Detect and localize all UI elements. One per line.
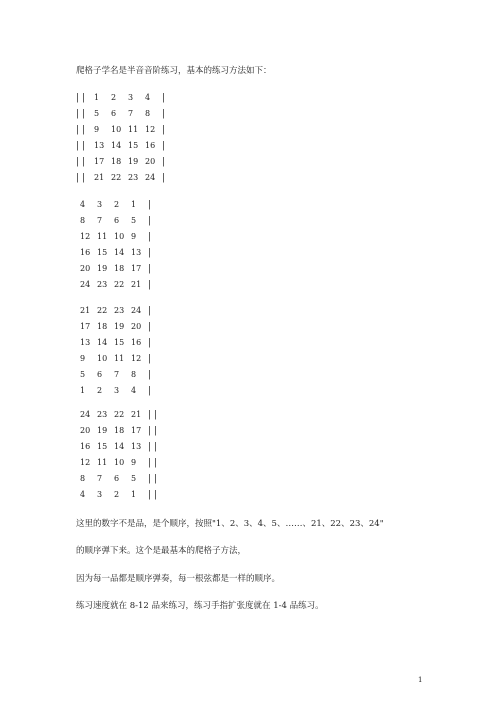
finger-order-number: 3 bbox=[97, 200, 103, 209]
exercise-row bbox=[76, 439, 162, 455]
string-marker-right: | | bbox=[148, 442, 157, 452]
finger-order-number: 23 bbox=[97, 410, 108, 419]
finger-order-number: 5 bbox=[131, 474, 137, 483]
string-marker-right: | bbox=[162, 173, 166, 183]
exercise-row bbox=[76, 170, 176, 186]
finger-order-number: 16 bbox=[80, 442, 91, 451]
string-marker-right: | | bbox=[148, 474, 157, 484]
finger-order-number: 22 bbox=[114, 410, 125, 419]
string-marker-left: | | bbox=[76, 93, 85, 103]
finger-order-number: 22 bbox=[97, 306, 108, 315]
finger-order-number: 9 bbox=[131, 458, 137, 467]
finger-order-number: 12 bbox=[131, 354, 142, 363]
exercise-row bbox=[76, 122, 176, 138]
finger-order-number: 17 bbox=[131, 426, 142, 435]
exercise-row bbox=[76, 407, 162, 423]
finger-order-number: 19 bbox=[97, 426, 108, 435]
finger-order-number: 16 bbox=[131, 338, 142, 347]
finger-order-number: 11 bbox=[97, 232, 108, 241]
finger-order-number: 9 bbox=[80, 354, 86, 363]
finger-order-number: 23 bbox=[114, 306, 125, 315]
finger-order-number: 9 bbox=[94, 125, 100, 134]
finger-order-number: 20 bbox=[131, 322, 142, 331]
string-marker-right: | bbox=[148, 232, 152, 242]
exercise-row bbox=[76, 229, 162, 245]
finger-order-number: 21 bbox=[131, 280, 142, 289]
exercise-row bbox=[76, 138, 176, 154]
finger-order-number: 10 bbox=[111, 125, 122, 134]
finger-order-number: 7 bbox=[128, 109, 134, 118]
finger-order-number: 6 bbox=[114, 216, 120, 225]
finger-order-number: 9 bbox=[131, 232, 137, 241]
finger-order-number: 16 bbox=[80, 248, 91, 257]
finger-order-number: 4 bbox=[131, 386, 137, 395]
finger-order-number: 12 bbox=[80, 458, 91, 467]
exercise-group-1 bbox=[76, 90, 176, 186]
string-marker-right: | bbox=[148, 338, 152, 348]
string-marker-right: | bbox=[148, 200, 152, 210]
string-marker-right: | | bbox=[148, 490, 157, 500]
string-marker-right: | bbox=[148, 216, 152, 226]
string-marker-right: | bbox=[162, 93, 166, 103]
finger-order-number: 15 bbox=[114, 338, 125, 347]
finger-order-number: 11 bbox=[128, 125, 139, 134]
finger-order-number: 6 bbox=[114, 474, 120, 483]
exercise-row bbox=[76, 335, 162, 351]
finger-order-number: 7 bbox=[97, 474, 103, 483]
string-marker-right: | bbox=[148, 370, 152, 380]
finger-order-number: 23 bbox=[97, 280, 108, 289]
exercise-row bbox=[76, 455, 162, 471]
exercise-row bbox=[76, 471, 162, 487]
string-marker-left: | | bbox=[76, 109, 85, 119]
finger-order-number: 13 bbox=[80, 338, 91, 347]
exercise-row bbox=[76, 319, 162, 335]
string-marker-right: | bbox=[148, 264, 152, 274]
exercise-row bbox=[76, 106, 176, 122]
finger-order-number: 18 bbox=[114, 264, 125, 273]
exercise-row bbox=[76, 367, 162, 383]
finger-order-number: 4 bbox=[80, 490, 86, 499]
finger-order-number: 1 bbox=[80, 386, 86, 395]
finger-order-number: 20 bbox=[145, 157, 156, 166]
exercise-row bbox=[76, 383, 162, 399]
page-number: 1 bbox=[418, 676, 423, 684]
exercise-group-2 bbox=[76, 197, 162, 293]
finger-order-number: 11 bbox=[114, 354, 125, 363]
string-marker-left: | | bbox=[76, 141, 85, 151]
exercise-row bbox=[76, 154, 176, 170]
finger-order-number: 22 bbox=[111, 173, 122, 182]
finger-order-number: 3 bbox=[114, 386, 120, 395]
finger-order-number: 13 bbox=[131, 442, 142, 451]
finger-order-number: 4 bbox=[145, 93, 151, 102]
finger-order-number: 17 bbox=[80, 322, 91, 331]
finger-order-number: 1 bbox=[94, 93, 100, 102]
string-marker-right: | bbox=[148, 322, 152, 332]
exercise-row bbox=[76, 277, 162, 293]
finger-order-number: 14 bbox=[114, 248, 125, 257]
finger-order-number: 19 bbox=[128, 157, 139, 166]
paragraph-3: 因为每一品都是顺序弹奏，每一根弦都是一样的顺序。 bbox=[76, 574, 281, 584]
finger-order-number: 22 bbox=[114, 280, 125, 289]
finger-order-number: 8 bbox=[131, 370, 137, 379]
exercise-row bbox=[76, 90, 176, 106]
string-marker-left: | | bbox=[76, 173, 85, 183]
finger-order-number: 20 bbox=[80, 264, 91, 273]
finger-order-number: 1 bbox=[131, 490, 137, 499]
finger-order-number: 18 bbox=[97, 322, 108, 331]
finger-order-number: 15 bbox=[97, 248, 108, 257]
intro-text: 爬格子学名是半音音阶练习，基本的练习方法如下： bbox=[76, 66, 272, 76]
string-marker-left: | | bbox=[76, 157, 85, 167]
finger-order-number: 14 bbox=[111, 141, 122, 150]
string-marker-right: | bbox=[162, 109, 166, 119]
finger-order-number: 6 bbox=[97, 370, 103, 379]
finger-order-number: 19 bbox=[114, 322, 125, 331]
finger-order-number: 8 bbox=[145, 109, 151, 118]
finger-order-number: 6 bbox=[111, 109, 117, 118]
finger-order-number: 7 bbox=[97, 216, 103, 225]
finger-order-number: 10 bbox=[97, 354, 108, 363]
finger-order-number: 17 bbox=[94, 157, 105, 166]
finger-order-number: 8 bbox=[80, 474, 86, 483]
finger-order-number: 10 bbox=[114, 458, 125, 467]
exercise-row bbox=[76, 351, 162, 367]
string-marker-right: | bbox=[148, 280, 152, 290]
exercise-row bbox=[76, 303, 162, 319]
paragraph-4: 练习速度就在 8-12 品来练习，练习手指扩张度就在 1-4 品练习。 bbox=[76, 601, 324, 611]
finger-order-number: 5 bbox=[94, 109, 100, 118]
exercise-group-4 bbox=[76, 407, 162, 503]
finger-order-number: 23 bbox=[128, 173, 139, 182]
string-marker-right: | | bbox=[148, 410, 157, 420]
finger-order-number: 12 bbox=[80, 232, 91, 241]
string-marker-right: | bbox=[162, 125, 166, 135]
finger-order-number: 15 bbox=[97, 442, 108, 451]
paragraph-2: 的顺序弹下来。这个是最基本的爬格子方法， bbox=[76, 546, 247, 556]
finger-order-number: 14 bbox=[97, 338, 108, 347]
finger-order-number: 3 bbox=[97, 490, 103, 499]
exercise-row bbox=[76, 245, 162, 261]
string-marker-left: | | bbox=[76, 125, 85, 135]
string-marker-right: | bbox=[148, 306, 152, 316]
string-marker-right: | bbox=[148, 354, 152, 364]
string-marker-right: | bbox=[148, 248, 152, 258]
finger-order-number: 10 bbox=[114, 232, 125, 241]
finger-order-number: 21 bbox=[80, 306, 91, 315]
exercise-row bbox=[76, 487, 162, 503]
exercise-row bbox=[76, 423, 162, 439]
finger-order-number: 16 bbox=[145, 141, 156, 150]
finger-order-number: 19 bbox=[97, 264, 108, 273]
finger-order-number: 2 bbox=[114, 490, 120, 499]
finger-order-number: 21 bbox=[94, 173, 105, 182]
finger-order-number: 13 bbox=[131, 248, 142, 257]
finger-order-number: 12 bbox=[145, 125, 156, 134]
finger-order-number: 24 bbox=[131, 306, 142, 315]
finger-order-number: 13 bbox=[94, 141, 105, 150]
string-marker-right: | | bbox=[148, 426, 157, 436]
finger-order-number: 3 bbox=[128, 93, 134, 102]
exercise-row bbox=[76, 197, 162, 213]
finger-order-number: 14 bbox=[114, 442, 125, 451]
string-marker-right: | | bbox=[148, 458, 157, 468]
finger-order-number: 11 bbox=[97, 458, 108, 467]
finger-order-number: 17 bbox=[131, 264, 142, 273]
finger-order-number: 2 bbox=[97, 386, 103, 395]
finger-order-number: 20 bbox=[80, 426, 91, 435]
finger-order-number: 18 bbox=[114, 426, 125, 435]
finger-order-number: 24 bbox=[80, 280, 91, 289]
finger-order-number: 2 bbox=[111, 93, 117, 102]
finger-order-number: 24 bbox=[80, 410, 91, 419]
finger-order-number: 5 bbox=[131, 216, 137, 225]
finger-order-number: 18 bbox=[111, 157, 122, 166]
finger-order-number: 5 bbox=[80, 370, 86, 379]
exercise-group-3 bbox=[76, 303, 162, 399]
finger-order-number: 7 bbox=[114, 370, 120, 379]
string-marker-right: | bbox=[148, 386, 152, 396]
finger-order-number: 8 bbox=[80, 216, 86, 225]
string-marker-right: | bbox=[162, 141, 166, 151]
exercise-row bbox=[76, 213, 162, 229]
finger-order-number: 1 bbox=[131, 200, 137, 209]
finger-order-number: 15 bbox=[128, 141, 139, 150]
finger-order-number: 21 bbox=[131, 410, 142, 419]
paragraph-1: 这里的数字不是品，是个顺序，按照"1、2、3、4、5、……、21、22、23、24" bbox=[76, 519, 384, 529]
finger-order-number: 2 bbox=[114, 200, 120, 209]
finger-order-number: 4 bbox=[80, 200, 86, 209]
string-marker-right: | bbox=[162, 157, 166, 167]
exercise-row bbox=[76, 261, 162, 277]
finger-order-number: 24 bbox=[145, 173, 156, 182]
